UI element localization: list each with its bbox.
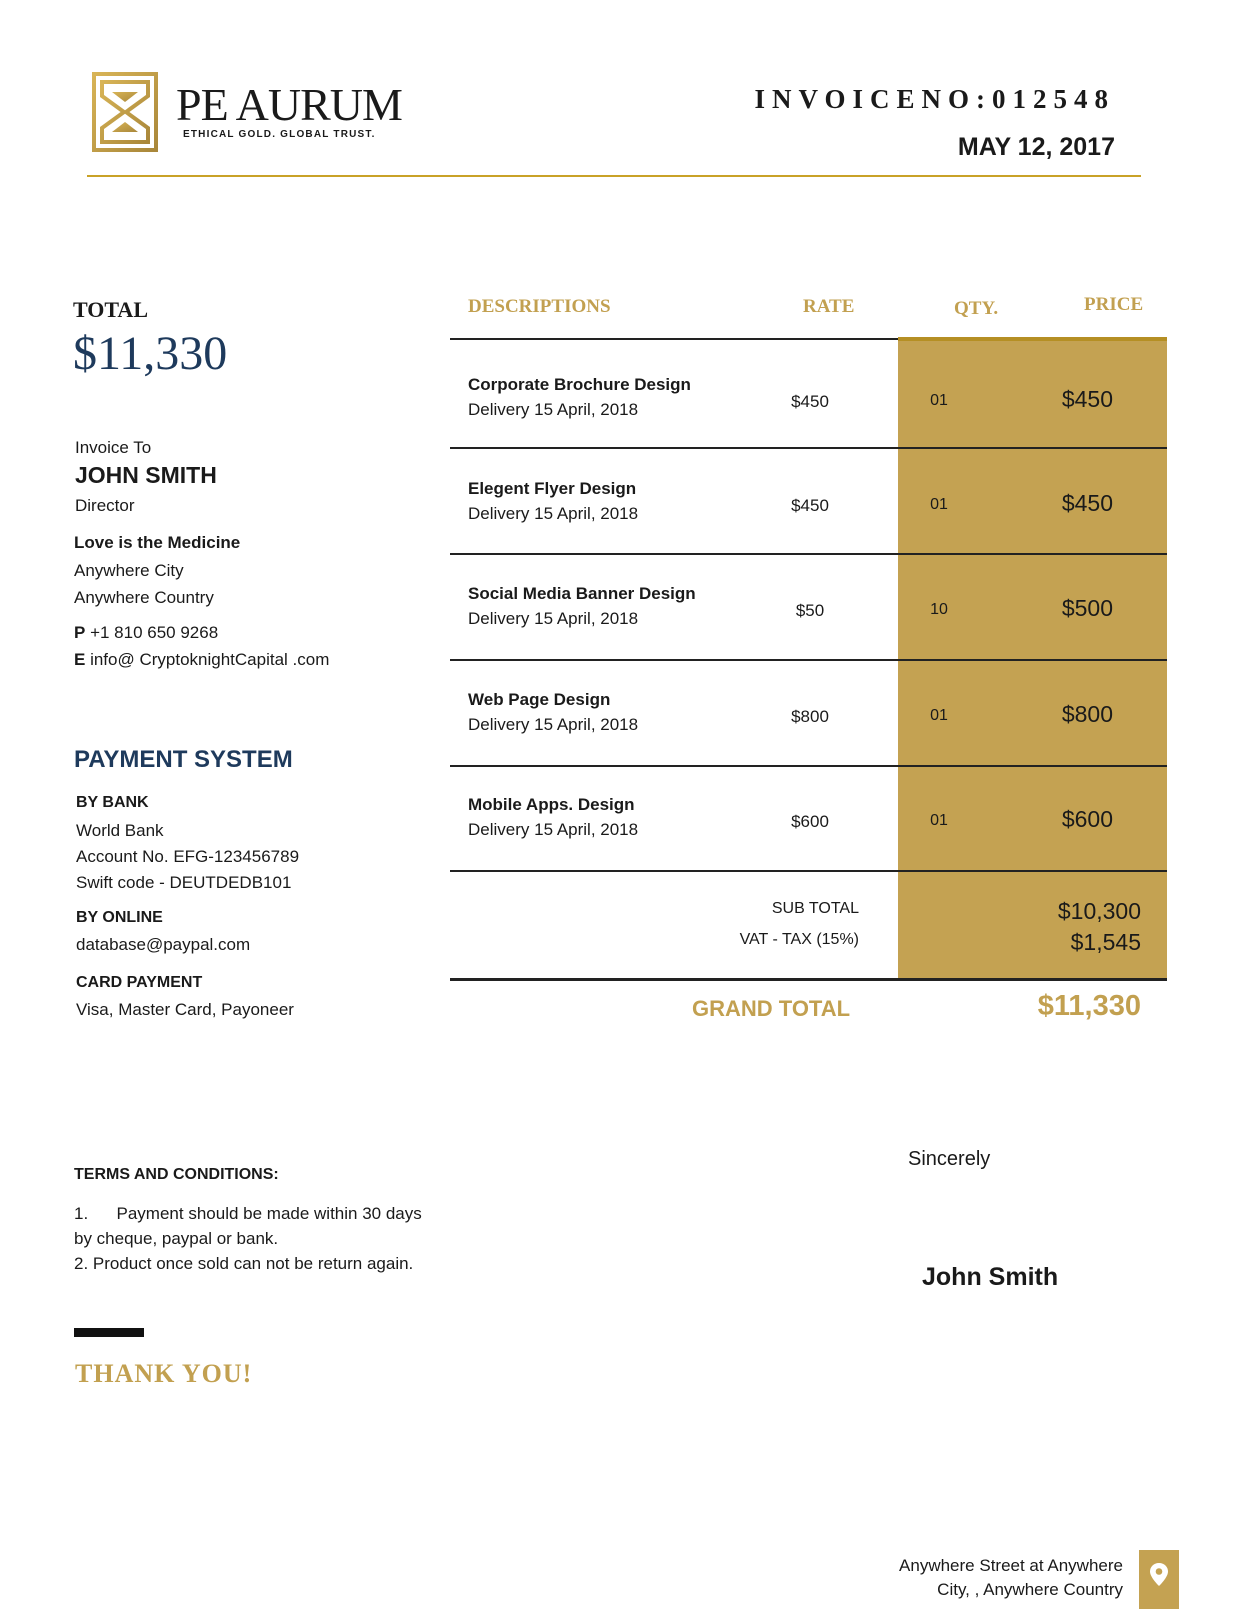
invoice-number: INVOICENO:012548 bbox=[754, 84, 1115, 114]
pe-monogram-logo bbox=[92, 72, 158, 152]
row-rate: $600 bbox=[791, 812, 829, 831]
row-title: Web Page Design bbox=[468, 690, 611, 709]
card-heading: CARD PAYMENT bbox=[76, 974, 203, 991]
email-label: E bbox=[74, 650, 86, 669]
customer-company: Love is the Medicine bbox=[74, 533, 241, 552]
row-qty: 01 bbox=[930, 496, 948, 513]
table-bottom-rule bbox=[450, 978, 1167, 981]
row-title: Social Media Banner Design bbox=[468, 584, 696, 603]
bank-name: World Bank bbox=[76, 821, 164, 840]
brand-name: PE AURUM bbox=[176, 79, 402, 130]
table-row bbox=[450, 655, 1167, 759]
footer-address-line-2: City, , Anywhere Country bbox=[937, 1580, 1123, 1599]
customer-phone bbox=[74, 623, 218, 643]
table-row bbox=[450, 549, 1167, 653]
row-price: $800 bbox=[1061, 701, 1113, 727]
row-qty: 10 bbox=[930, 601, 948, 618]
row-qty: 01 bbox=[930, 707, 948, 724]
grand-total-label: GRAND TOTAL bbox=[692, 996, 851, 1021]
payment-title: PAYMENT SYSTEM bbox=[74, 746, 293, 773]
location-pin-icon bbox=[1139, 1550, 1179, 1609]
terms-heading: TERMS AND CONDITIONS: bbox=[74, 1166, 279, 1183]
customer-name: JOHN SMITH bbox=[75, 462, 217, 488]
row-title: Corporate Brochure Design bbox=[468, 375, 691, 394]
row-divider bbox=[450, 870, 1167, 872]
customer-city: Anywhere City bbox=[74, 561, 184, 580]
table-row bbox=[450, 760, 1167, 864]
subtotal-value: $10,300 bbox=[1057, 898, 1141, 924]
customer-email bbox=[74, 650, 329, 670]
footer-address-line-1: Anywhere Street at Anywhere bbox=[899, 1556, 1123, 1575]
row-price: $450 bbox=[1061, 490, 1113, 516]
row-qty: 01 bbox=[930, 392, 948, 409]
total-label: TOTAL bbox=[73, 297, 148, 322]
online-value: database@paypal.com bbox=[76, 935, 251, 954]
brand-tagline: ETHICAL GOLD. GLOBAL TRUST. bbox=[183, 129, 376, 140]
vat-value: $1,545 bbox=[1070, 929, 1141, 955]
vat-label: VAT - TAX (15%) bbox=[739, 931, 859, 948]
thanks-accent-bar bbox=[74, 1328, 144, 1337]
row-rate: $450 bbox=[791, 392, 829, 411]
row-delivery: Delivery 15 April, 2018 bbox=[468, 715, 639, 734]
row-price: $450 bbox=[1061, 386, 1113, 412]
bank-heading: BY BANK bbox=[76, 794, 149, 811]
invoice-to-heading: Invoice To bbox=[75, 438, 152, 457]
row-rate: $800 bbox=[791, 707, 829, 726]
header-rate: RATE bbox=[803, 296, 855, 317]
email-value: info@ CryptoknightCapital .com bbox=[90, 650, 330, 669]
total-amount: $11,330 bbox=[73, 327, 228, 380]
phone-label: P bbox=[74, 623, 86, 642]
row-price: $600 bbox=[1061, 806, 1113, 832]
header-price: PRICE bbox=[1084, 294, 1144, 315]
header-descriptions: DESCRIPTIONS bbox=[468, 296, 611, 317]
row-price: $500 bbox=[1061, 595, 1113, 621]
row-delivery: Delivery 15 April, 2018 bbox=[468, 504, 639, 523]
table-row bbox=[450, 444, 1167, 548]
terms-line-2: 2. Product once sold can not be return again. bbox=[74, 1254, 414, 1273]
table-row bbox=[450, 340, 1167, 444]
row-rate: $450 bbox=[791, 496, 829, 515]
location-pin-box bbox=[1139, 1550, 1179, 1609]
terms-line-1: 1. Payment should be made within 30 days bbox=[74, 1204, 422, 1223]
phone-value: +1 810 650 9268 bbox=[90, 623, 219, 642]
row-delivery: Delivery 15 April, 2018 bbox=[468, 820, 639, 839]
invoice-date: MAY 12, 2017 bbox=[957, 133, 1115, 161]
bank-account: Account No. EFG-123456789 bbox=[76, 847, 300, 866]
terms-line-1-continued: by cheque, paypal or bank. bbox=[74, 1229, 279, 1248]
row-delivery: Delivery 15 April, 2018 bbox=[468, 609, 639, 628]
signer-name: John Smith bbox=[922, 1263, 1059, 1291]
row-delivery: Delivery 15 April, 2018 bbox=[468, 400, 639, 419]
customer-country: Anywhere Country bbox=[74, 588, 214, 607]
bank-swift: Swift code - DEUTDEDB101 bbox=[76, 873, 292, 892]
header-qty: QTY. bbox=[954, 298, 999, 319]
row-qty: 01 bbox=[930, 812, 948, 829]
customer-title: Director bbox=[75, 496, 135, 515]
sincerely-text: Sincerely bbox=[908, 1148, 991, 1170]
row-title: Elegent Flyer Design bbox=[468, 479, 637, 498]
header-divider bbox=[87, 175, 1141, 177]
row-rate: $50 bbox=[795, 601, 825, 620]
subtotal-label: SUB TOTAL bbox=[771, 900, 859, 917]
thank-you-text: THANK YOU! bbox=[75, 1359, 253, 1388]
card-value: Visa, Master Card, Payoneer bbox=[76, 1000, 294, 1019]
grand-total-value: $11,330 bbox=[1037, 990, 1141, 1022]
online-heading: BY ONLINE bbox=[76, 909, 163, 926]
row-title: Mobile Apps. Design bbox=[468, 795, 635, 814]
